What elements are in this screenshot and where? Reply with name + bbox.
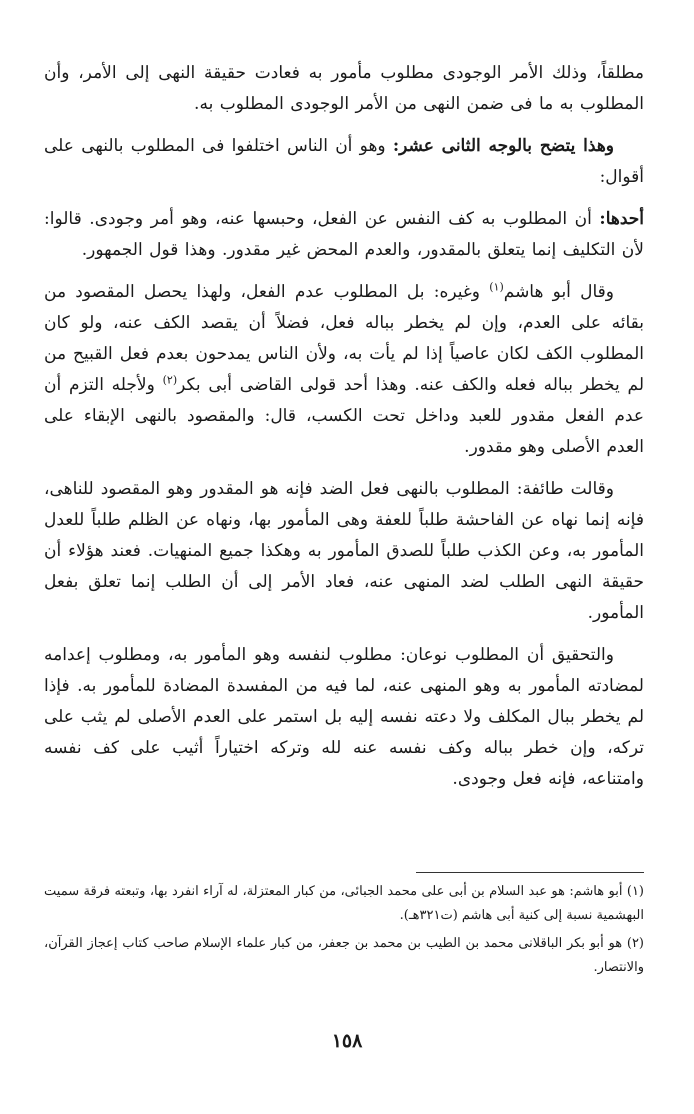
paragraph-4-text-a: وقال أبو هاشم xyxy=(503,282,614,302)
paragraph-3-text: أن المطلوب به كف النفس عن الفعل، وحبسها عنه، وهو أمر وجودى. قالوا: لأن التكليف إنما يتعلق بالمقدور، والعدم المحض غير مقدور. وهذا قول الجمهور. xyxy=(44,209,644,260)
paragraph-4-text-c: ولأجله التزم أن عدم الفعل مقدور للعبد وداخل تحت الكسب، قال: والمقصود بالنهى الإبقاء على العدم الأصلى وهو مقدور. xyxy=(44,375,644,457)
paragraph-6 xyxy=(44,640,644,795)
footnotes xyxy=(44,880,644,984)
paragraph-3-lead: أحدها: xyxy=(599,209,644,229)
footnote-1: (١) أبو هاشم: هو عبد السلام بن أبى على محمد الجبائى، من كبار المعتزلة، له آراء انفرد بها، وتبعته فرقة سميت البهشمية نسبة إلى كنية أبى هاشم (ت٣٢١هـ). xyxy=(44,884,644,923)
paragraph-2 xyxy=(44,131,644,193)
paragraph-1-text: مطلقاً، وذلك الأمر الوجودى مطلوب مأمور به فعادت حقيقة النهى إلى الأمر، وأن المطلوب به ما فى ضمن النهى من الأمر الوجودى المطلوب به. xyxy=(44,63,644,114)
footnote-divider xyxy=(416,872,644,873)
paragraph-2-lead: وهذا يتضح بالوجه الثانى عشر: xyxy=(392,136,614,156)
paragraph-2-text: وهو أن الناس اختلفوا فى المطلوب بالنهى على أقوال: xyxy=(44,136,644,187)
paragraph-6-text: والتحقيق أن المطلوب نوعان: مطلوب لنفسه وهو المأمور به، ومطلوب إعدامه لمضادته المأمور به وهو المنهى عنه، لما فيه من المفسدة المضادة للمأمور به. فإذا لم يخطر ببال المكلف ولا دعته نفسه إليه بل استمر على العدم الأصلى لم يثب على تركه، وإن خطر بباله وكف نفسه عنه لله وتركه اختياراً أثيب على كف نفسه وامتناعه، فإنه فعل وجودى. xyxy=(44,645,644,789)
paragraph-5-text: وقالت طائفة: المطلوب بالنهى فعل الضد فإنه هو المقدور وهو المقصود للناهى، فإنه إنما نهاه عن الفاحشة طلباً للعفة وهى المأمور بها، ونهاه عن الظلم طلباً للعدل المأمور به، وعن الكذب طلباً للصدق المأمور به وهكذا جميع المنهيات. فعند هؤلاء أن حقيقة النهى الطلب لضد المنهى عنه، فعاد الأمر إلى أن الطلب إنما تعلق بفعل المأمور. xyxy=(44,479,644,623)
paragraph-1 xyxy=(44,58,644,120)
footnote-ref-2[interactable]: (٢) xyxy=(162,373,178,387)
paragraph-5 xyxy=(44,474,644,629)
paragraph-3 xyxy=(44,204,644,266)
footnote-ref-1[interactable]: (١) xyxy=(489,280,504,294)
footnote-2: (٢) هو أبو بكر الباقلانى محمد بن الطيب بن محمد بن جعفر، من كبار علماء الإسلام صاحب كتاب إعجاز القرآن، والانتصار. xyxy=(44,936,644,975)
paragraph-4-text-b: وغيره: بل المطلوب عدم الفعل، ولهذا يحصل المقصود من بقائه على العدم، وإن لم يخطر بباله فعل، فضلاً أن يقصد الكف عنه، ولو كان المطلوب الكف لكان عاصياً إذا لم يأت به، ولأن الناس يمدحون بعدم فعل القبيح من لم يخطر بباله فعله والكف عنه. وهذا أحد قولى القاضى أبى بكر xyxy=(44,282,645,395)
page-number: ١٥٨ xyxy=(331,1030,363,1052)
paragraph-4 xyxy=(44,277,644,463)
